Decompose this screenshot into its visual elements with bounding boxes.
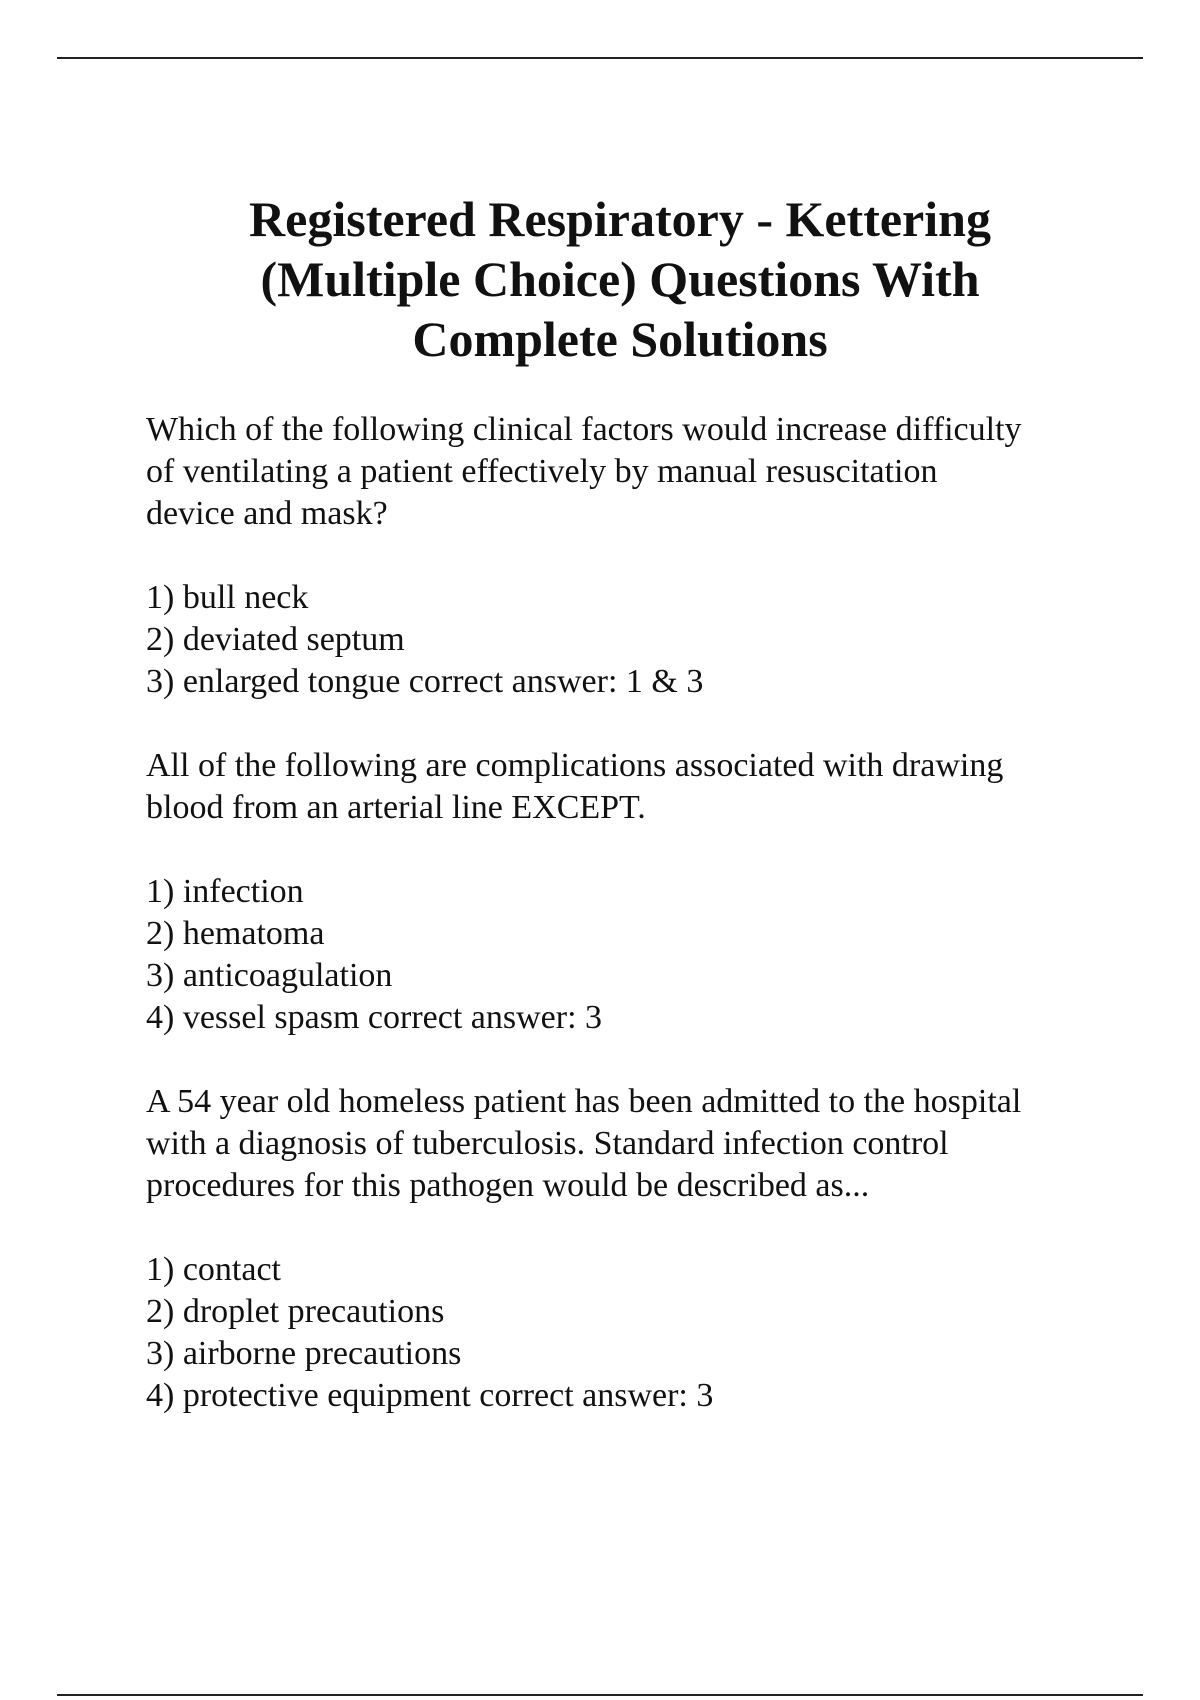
question-line: A 54 year old homeless patient has been admitted to the hospital bbox=[146, 1083, 1022, 1120]
answer-option: 4) protective equipment correct answer: 3 bbox=[146, 1377, 714, 1414]
answer-option: 4) vessel spasm correct answer: 3 bbox=[146, 999, 603, 1036]
question-text bbox=[146, 1081, 1146, 1207]
question-line: procedures for this pathogen would be described as... bbox=[146, 1167, 870, 1204]
question-line: Which of the following clinical factors would increase difficulty bbox=[146, 411, 1022, 448]
answer-option: 2) deviated septum bbox=[146, 621, 405, 658]
answer-option: 2) droplet precautions bbox=[146, 1293, 445, 1330]
questions-body bbox=[146, 409, 1146, 1459]
answer-option: 1) bull neck bbox=[146, 579, 309, 616]
question-block-2 bbox=[146, 745, 1146, 1039]
answer-options bbox=[146, 1249, 1146, 1417]
bottom-rule bbox=[57, 1694, 1143, 1696]
answer-option: 3) airborne precautions bbox=[146, 1335, 462, 1372]
question-line: of ventilating a patient effectively by manual resuscitation bbox=[146, 453, 938, 490]
title-line: Registered Respiratory - Kettering bbox=[249, 191, 991, 247]
title-line: Complete Solutions bbox=[412, 311, 828, 367]
document-title bbox=[0, 189, 1200, 369]
answer-option: 2) hematoma bbox=[146, 915, 325, 952]
question-line: device and mask? bbox=[146, 495, 388, 532]
answer-options bbox=[146, 577, 1146, 703]
title-line: (Multiple Choice) Questions With bbox=[260, 251, 980, 307]
question-line: blood from an arterial line EXCEPT. bbox=[146, 789, 646, 826]
answer-option: 3) anticoagulation bbox=[146, 957, 393, 994]
top-rule bbox=[57, 57, 1143, 59]
answer-options bbox=[146, 871, 1146, 1039]
answer-option: 1) contact bbox=[146, 1251, 281, 1288]
question-line: with a diagnosis of tuberculosis. Standard infection control bbox=[146, 1125, 949, 1162]
question-text bbox=[146, 409, 1146, 535]
question-line: All of the following are complications associated with drawing bbox=[146, 747, 1004, 784]
answer-option: 3) enlarged tongue correct answer: 1 & 3 bbox=[146, 663, 704, 700]
answer-option: 1) infection bbox=[146, 873, 304, 910]
question-block-1 bbox=[146, 409, 1146, 703]
question-text bbox=[146, 745, 1146, 829]
question-block-3 bbox=[146, 1081, 1146, 1417]
